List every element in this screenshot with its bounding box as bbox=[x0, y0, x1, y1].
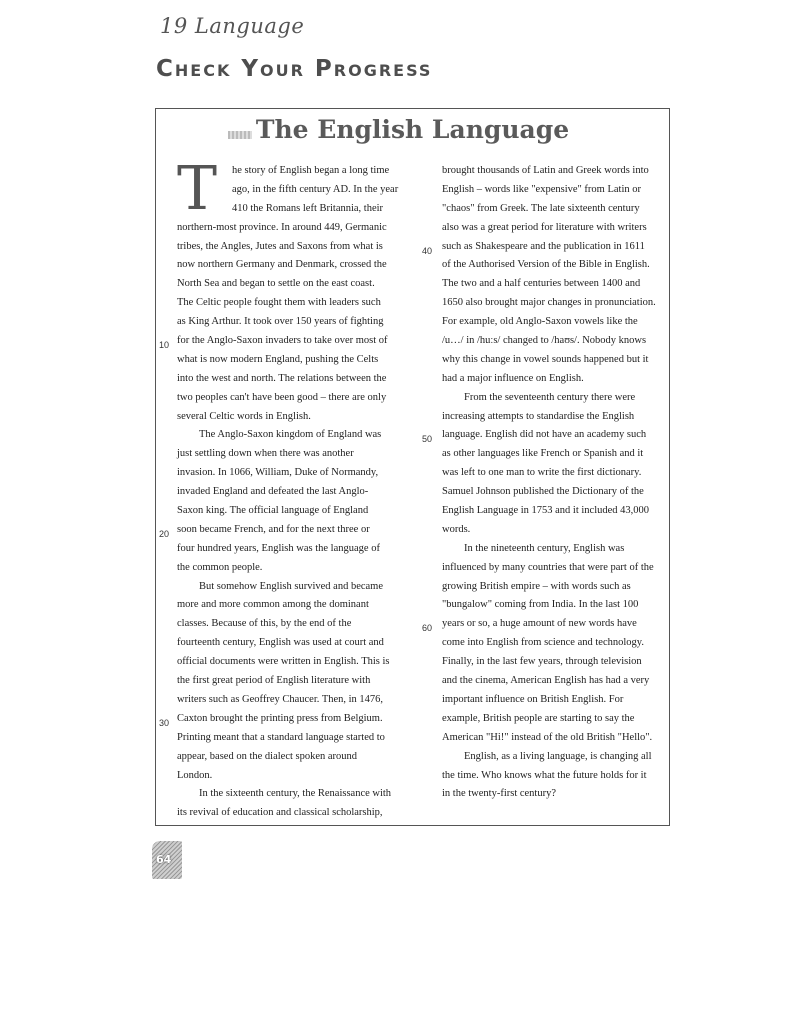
text-line: official documents were written in English. This is bbox=[177, 656, 390, 668]
text-line: Saxon king. The official language of England bbox=[177, 505, 369, 517]
text-line: ago, in the fifth century AD. In the year bbox=[232, 183, 399, 195]
text-line: several Celtic words in English. bbox=[177, 410, 311, 422]
text-line: 410 the Romans left Britannia, their bbox=[232, 202, 384, 214]
text-line: come into English from science and technology. bbox=[442, 637, 644, 649]
page-number: 64 bbox=[156, 853, 172, 866]
text-line: brought thousands of Latin and Greek words into bbox=[442, 165, 649, 176]
text-line: why this change in vowel sounds happened but it bbox=[442, 353, 649, 365]
text-line: "bungalow" coming from India. In the last 100 bbox=[442, 599, 639, 611]
section-title: Check Your Progress bbox=[156, 56, 433, 82]
text-line: four hundred years, English was the language of bbox=[177, 542, 380, 554]
text-line: invaded England and defeated the last Anglo- bbox=[177, 486, 369, 498]
text-line: and the cinema, American English has had a very bbox=[442, 675, 650, 687]
text-line: the first great period of English literature with bbox=[177, 675, 371, 687]
text-line: /u…/ in /huːs/ changed to /haʊs/. Nobody knows bbox=[442, 335, 647, 347]
text-line: From the seventeenth century there were bbox=[464, 391, 636, 403]
text-line: The Celtic people fought them with leaders such bbox=[177, 297, 381, 309]
text-line: London. bbox=[177, 769, 213, 781]
text-line: appear, based on the dialect spoken around bbox=[177, 750, 358, 762]
text-line: important influence on British English. For bbox=[442, 693, 624, 705]
left-text-column bbox=[159, 154, 409, 823]
text-line: English – words like "expensive" from Latin or bbox=[442, 183, 641, 195]
text-line: two peoples can't have been good – there are only bbox=[177, 391, 387, 403]
unit-label: 19 Language bbox=[160, 14, 305, 38]
text-line: as other languages like French or Spanish and it bbox=[442, 448, 644, 460]
article-title-text: The English Language bbox=[252, 115, 573, 144]
text-line: as King Arthur. It took over 150 years of fighting bbox=[177, 316, 384, 328]
right-text-column bbox=[422, 162, 672, 804]
text-line: invasion. In 1066, William, Duke of Normandy, bbox=[177, 467, 379, 479]
text-line: English, as a living language, is changing all bbox=[464, 750, 652, 762]
text-line: just settling down when there was another bbox=[177, 448, 354, 460]
text-line: For example, old Anglo-Saxon vowels like the bbox=[442, 316, 638, 328]
text-line: 1650 also brought major changes in pronunciation. bbox=[442, 297, 656, 309]
text-line: North Sea and began to settle on the east coast. bbox=[177, 278, 375, 290]
text-line: American "Hi!" instead of the old British "Hello". bbox=[442, 731, 653, 743]
line-number: 50 bbox=[422, 434, 433, 445]
text-line: the common people. bbox=[177, 561, 263, 573]
text-line: The Anglo-Saxon kingdom of England was bbox=[199, 429, 382, 441]
text-line: such as Shakespeare and the publication in 1611 40 bbox=[442, 238, 672, 257]
text-line: tribes, the Angles, Jutes and Saxons from what is bbox=[177, 240, 383, 252]
text-line: increasing attempts to standardise the English bbox=[442, 410, 635, 422]
text-line: northern-most province. In around 449, Germanic bbox=[177, 221, 387, 233]
text-line: the time. Who knows what the future holds for it bbox=[442, 769, 647, 781]
text-line: growing British empire – with words such as bbox=[442, 580, 631, 592]
text-line: In the nineteenth century, English was bbox=[464, 542, 625, 554]
line-number: 60 bbox=[422, 623, 433, 634]
text-line: In the sixteenth century, the Renaissance with bbox=[199, 788, 392, 800]
page-number-badge bbox=[152, 841, 182, 879]
text-line: had a major influence on English. bbox=[442, 372, 584, 384]
text-line: years or so, a huge amount of new words have 60 bbox=[442, 615, 672, 634]
text-line: of the Authorised Version of the Bible in English. bbox=[442, 259, 650, 271]
text-line: he story of English began a long time bbox=[232, 165, 390, 176]
text-line: But somehow English survived and became bbox=[199, 580, 384, 592]
text-line: now northern Germany and Denmark, crossed the bbox=[177, 259, 387, 271]
text-line: soon became French, and for the next three or 20 bbox=[177, 521, 409, 540]
text-line: also was a great period for literature with writers bbox=[442, 221, 647, 233]
line-number: 40 bbox=[422, 245, 433, 256]
text-line: its revival of education and classical scholarship, bbox=[177, 807, 383, 819]
line-number: 10 bbox=[159, 340, 170, 351]
text-line: classes. Because of this, by the end of the bbox=[177, 618, 352, 630]
text-line: language. English did not have an academy such 50 bbox=[442, 426, 672, 445]
line-number: 30 bbox=[159, 717, 170, 728]
text-line: Caxton brought the printing press from Belgium. 30 bbox=[177, 710, 409, 729]
text-line: words. bbox=[442, 523, 471, 535]
text-line: example, British people are starting to say the bbox=[442, 712, 635, 724]
text-line: Printing meant that a standard language started to bbox=[177, 731, 385, 743]
text-line: Samuel Johnson published the Dictionary of the bbox=[442, 486, 644, 498]
text-line: writers such as Geoffrey Chaucer. Then, in 1476, bbox=[177, 693, 384, 705]
text-line: in the twenty-first century? bbox=[442, 788, 557, 800]
text-line: "chaos" from Greek. The late sixteenth century bbox=[442, 202, 640, 214]
line-number: 20 bbox=[159, 528, 170, 539]
text-line: Finally, in the last few years, through television bbox=[442, 656, 642, 668]
text-line: what is now modern England, pushing the Celts bbox=[177, 353, 379, 365]
text-line: more and more common among the dominant bbox=[177, 599, 369, 611]
text-line: fourteenth century, English was used at court and bbox=[177, 637, 384, 649]
text-line: into the west and north. The relations between the bbox=[177, 372, 387, 384]
text-line: for the Anglo-Saxon invaders to take over most of 10 bbox=[177, 332, 409, 351]
text-line: The two and a half centuries between 1400 and bbox=[442, 278, 641, 290]
article-title bbox=[156, 115, 669, 144]
text-line: influenced by many countries that were part of the bbox=[442, 561, 654, 573]
text-line: was left to one man to write the first dictionary. bbox=[442, 467, 642, 479]
text-line: English Language in 1753 and it included 43,000 bbox=[442, 505, 650, 517]
drop-cap: T bbox=[177, 154, 218, 224]
